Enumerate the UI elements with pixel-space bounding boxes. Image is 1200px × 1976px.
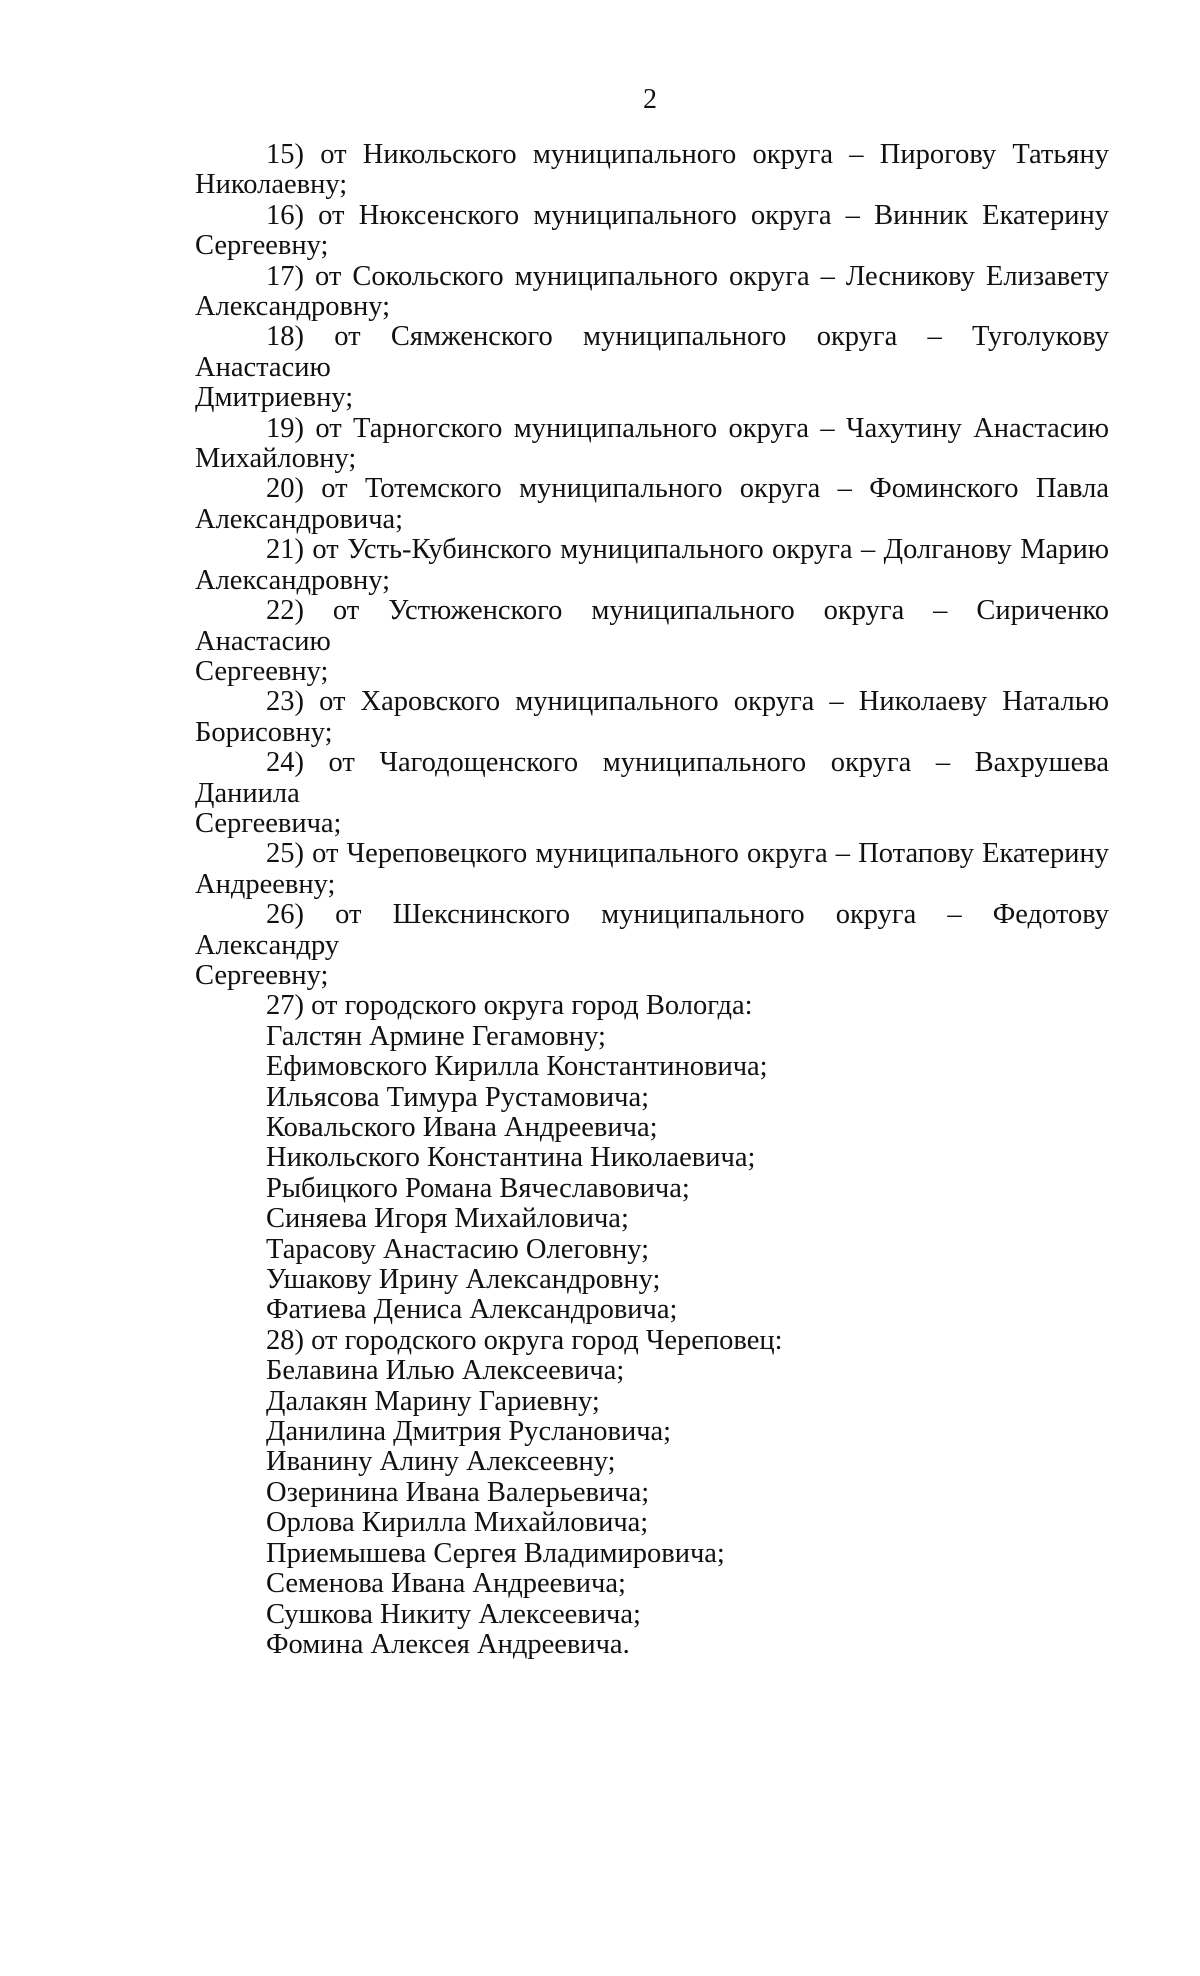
list-item-continuation: Александровну; — [195, 291, 390, 323]
name-entry: Никольского Константина Николаевича; — [266, 1142, 756, 1174]
list-item-continuation: Андреевну; — [195, 868, 336, 900]
name-entry: Фатиева Дениса Александровича; — [266, 1294, 678, 1326]
list-item-22 — [195, 596, 1109, 687]
list-item-27-heading: 27) от городского округа город Вологда: — [266, 990, 753, 1022]
document-body — [195, 140, 1109, 1660]
list-item-20 — [195, 474, 1109, 535]
list-item-text: 24) от Чагодощенского муниципального округа – Вахрушева Даниила — [195, 747, 1109, 809]
name-entry: Ильясова Тимура Рустамовича; — [266, 1081, 650, 1113]
name-entry: Тарасову Анастасию Олеговну; — [266, 1233, 650, 1265]
list-item-21 — [195, 535, 1109, 596]
name-entry: Семенова Ивана Андреевича; — [266, 1568, 626, 1600]
list-item-continuation: Михайловну; — [195, 443, 357, 475]
list-item-26 — [195, 900, 1109, 991]
list-item-continuation: Сергеевну; — [195, 230, 329, 262]
list-item-19 — [195, 414, 1109, 475]
name-entry: Рыбицкого Романа Вячеславовича; — [266, 1172, 690, 1204]
list-item-continuation: Борисовну; — [195, 716, 333, 748]
list-item-continuation: Николаевну; — [195, 169, 348, 201]
name-entry: Ушакову Ирину Александровну; — [266, 1264, 661, 1296]
list-item-text: 16) от Нюксенского муниципального округа – Винник Екатерину — [266, 199, 1109, 231]
list-item-17 — [195, 262, 1109, 323]
list-item-continuation: Александровича; — [195, 503, 404, 535]
list-item-text: 25) от Череповецкого муниципального округа – Потапову Екатерину — [266, 838, 1109, 870]
list-item-text: 21) от Усть-Кубинского муниципального округа – Долганову Марию — [266, 534, 1109, 566]
list-item-continuation: Сергеевну; — [195, 655, 329, 687]
list-item-text: 20) от Тотемского муниципального округа – Фоминского Павла — [266, 473, 1109, 505]
list-item-continuation: Сергеевича; — [195, 807, 342, 839]
list-item-continuation: Сергеевну; — [195, 959, 329, 991]
list-item-text: 15) от Никольского муниципального округа – Пирогову Татьяну — [266, 139, 1109, 170]
page-number: 2 — [643, 84, 657, 115]
list-item-28-heading: 28) от городского округа город Череповец: — [266, 1324, 783, 1356]
name-entry: Галстян Армине Гегамовну; — [266, 1020, 606, 1052]
list-item-continuation: Дмитриевну; — [195, 382, 354, 414]
name-entry: Ефимовского Кирилла Константиновича; — [266, 1051, 768, 1083]
list-item-24 — [195, 748, 1109, 839]
name-entry: Приемышева Сергея Владимировича; — [266, 1537, 725, 1569]
list-item-text: 17) от Сокольского муниципального округа – Лесникову Елизавету — [266, 260, 1109, 292]
list-item-16 — [195, 201, 1109, 262]
list-item-continuation: Александровну; — [195, 564, 390, 596]
list-item-18 — [195, 322, 1109, 413]
name-entry: Белавина Илью Алексеевича; — [266, 1355, 625, 1387]
list-item-23 — [195, 687, 1109, 748]
list-item-text: 23) от Харовского муниципального округа – Николаеву Наталью — [266, 686, 1109, 718]
list-item-15 — [195, 140, 1109, 201]
name-entry: Сушкова Никиту Алексеевича; — [266, 1598, 641, 1630]
name-entry: Далакян Марину Гариевну; — [266, 1385, 600, 1417]
name-entry: Данилина Дмитрия Руслановича; — [266, 1416, 672, 1448]
list-item-text: 22) от Устюженского муниципального округа – Сириченко Анастасию — [195, 595, 1109, 657]
name-entry: Озеринина Ивана Валерьевича; — [266, 1476, 650, 1508]
list-item-text: 26) от Шекснинского муниципального округа – Федотову Александру — [195, 899, 1109, 961]
name-entry: Орлова Кирилла Михайловича; — [266, 1507, 649, 1539]
name-entry: Синяева Игоря Михайловича; — [266, 1203, 629, 1235]
list-item-text: 18) от Сямженского муниципального округа – Туголукову Анастасию — [195, 321, 1109, 383]
list-item-25 — [195, 839, 1109, 900]
name-entry: Иванину Алину Алексеевну; — [266, 1446, 616, 1478]
list-item-text: 19) от Тарногского муниципального округа – Чахутину Анастасию — [266, 412, 1109, 444]
name-entry: Фомина Алексея Андреевича. — [266, 1628, 630, 1660]
name-entry: Ковальского Ивана Андреевича; — [266, 1112, 658, 1143]
